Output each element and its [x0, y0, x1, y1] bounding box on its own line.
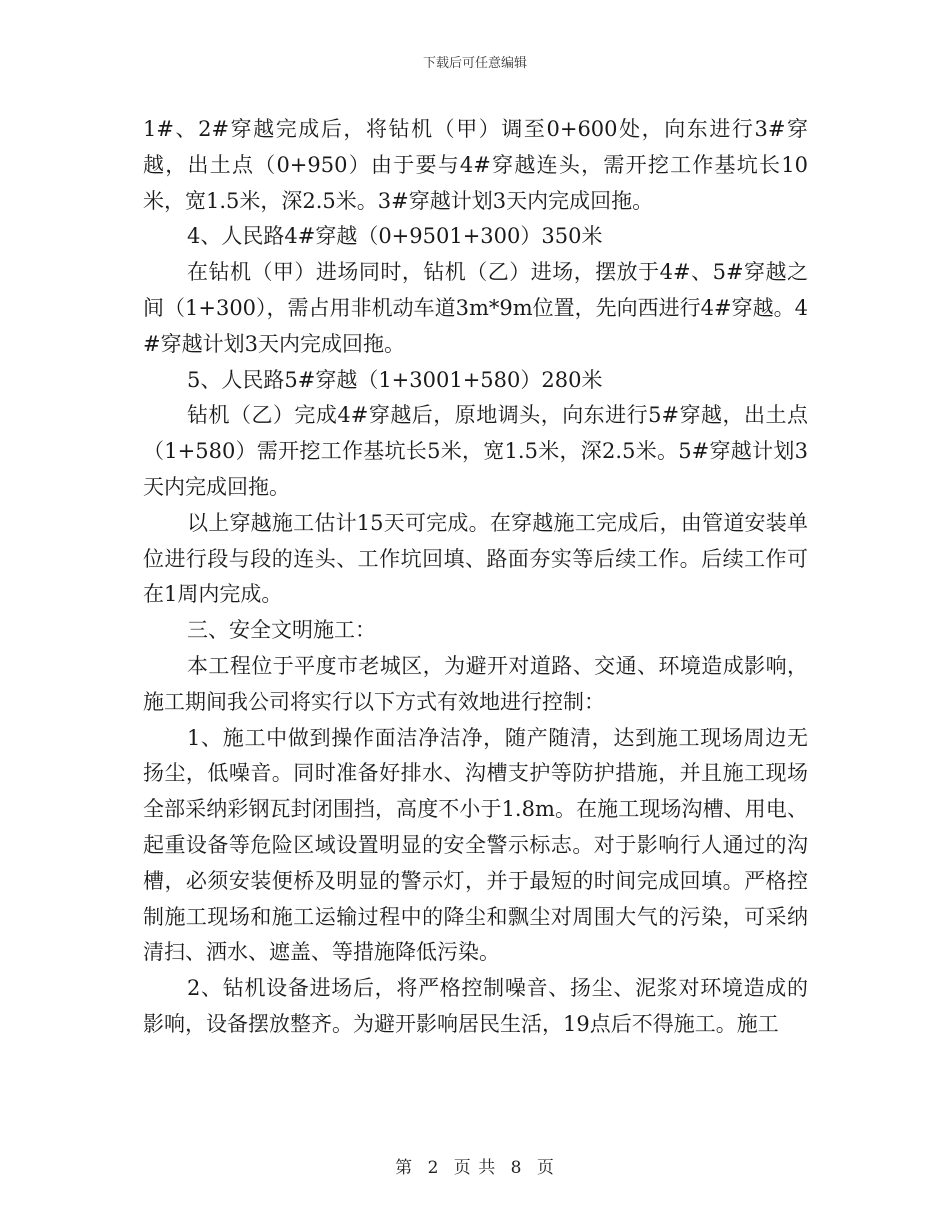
footer-middle: 页 共: [453, 1158, 497, 1178]
header-note: 下载后可任意编辑: [422, 56, 527, 71]
paragraph-1: 1#、2#穿越完成后，将钻机（甲）调至0+600处，向东进行3#穿越，出土点（0+950）由于要与4#穿越连头，需开挖工作基坑长10米，宽1.5米，深2.5米。3#穿越计划3天内完成回拖。: [143, 117, 808, 213]
section-heading-5: 5、人民路5#穿越（1+3001+580）280米: [187, 367, 603, 392]
paragraph-6: 1、施工中做到操作面洁净洁净，随产随清，达到施工现场周边无扬尘，低噪音。同时准备好排水、沟槽支护等防护措施，并且施工现场全部采纳彩钢瓦封闭围挡，高度不小于1.8m。在施工现场沟槽、用电、起重设备等危险区域设置明显的安全警示标志。对于影响行人通过的沟槽，必须安装便桥及明显的警示灯，并于最短的时间完成回填。严格控制施工现场和施工运输过程中的降尘和飘尘对周围大气的污染，可采纳清扫、洒水、遮盖、等措施降低污染。: [143, 725, 808, 965]
section-heading-3: 三、安全文明施工：: [187, 618, 376, 643]
footer-prefix: 第: [395, 1158, 414, 1178]
paragraph-2: 在钻机（甲）进场同时，钻机（乙）进场，摆放于4#、5#穿越之间（1+300），需占用非机动车道3m*9m位置，先向西进行4#穿越。4#穿越计划3天内完成回拖。: [143, 260, 808, 356]
paragraph-5: 本工程位于平度市老城区，为避开对道路、交通、环境造成影响，施工期间我公司将实行以下方式有效地进行控制：: [143, 653, 808, 714]
current-page-number: 2: [427, 1158, 440, 1178]
paragraph-7: 2、钻机设备进场后，将严格控制噪音、扬尘、泥浆对环境造成的影响，设备摆放整齐。为避开影响居民生活，19点后不得施工。施工: [143, 976, 808, 1036]
paragraph-3: 钻机（乙）完成4#穿越后，原地调头，向东进行5#穿越，出土点（1+580）需开挖工作基坑长5米，宽1.5米，深2.5米。5#穿越计划3天内完成回拖。: [143, 403, 808, 499]
page-footer: [0, 1153, 950, 1178]
footer-suffix: 页: [536, 1158, 555, 1178]
paragraph-4: 以上穿越施工估计15天可完成。在穿越施工完成后，由管道安装单位进行段与段的连头、工作坑回填、路面夯实等后续工作。后续工作可在1周内完成。: [143, 510, 808, 607]
section-heading-4: 4、人民路4#穿越（0+9501+300）350米: [187, 224, 603, 249]
document-body: [143, 112, 808, 1043]
total-page-count: 8: [510, 1158, 523, 1178]
